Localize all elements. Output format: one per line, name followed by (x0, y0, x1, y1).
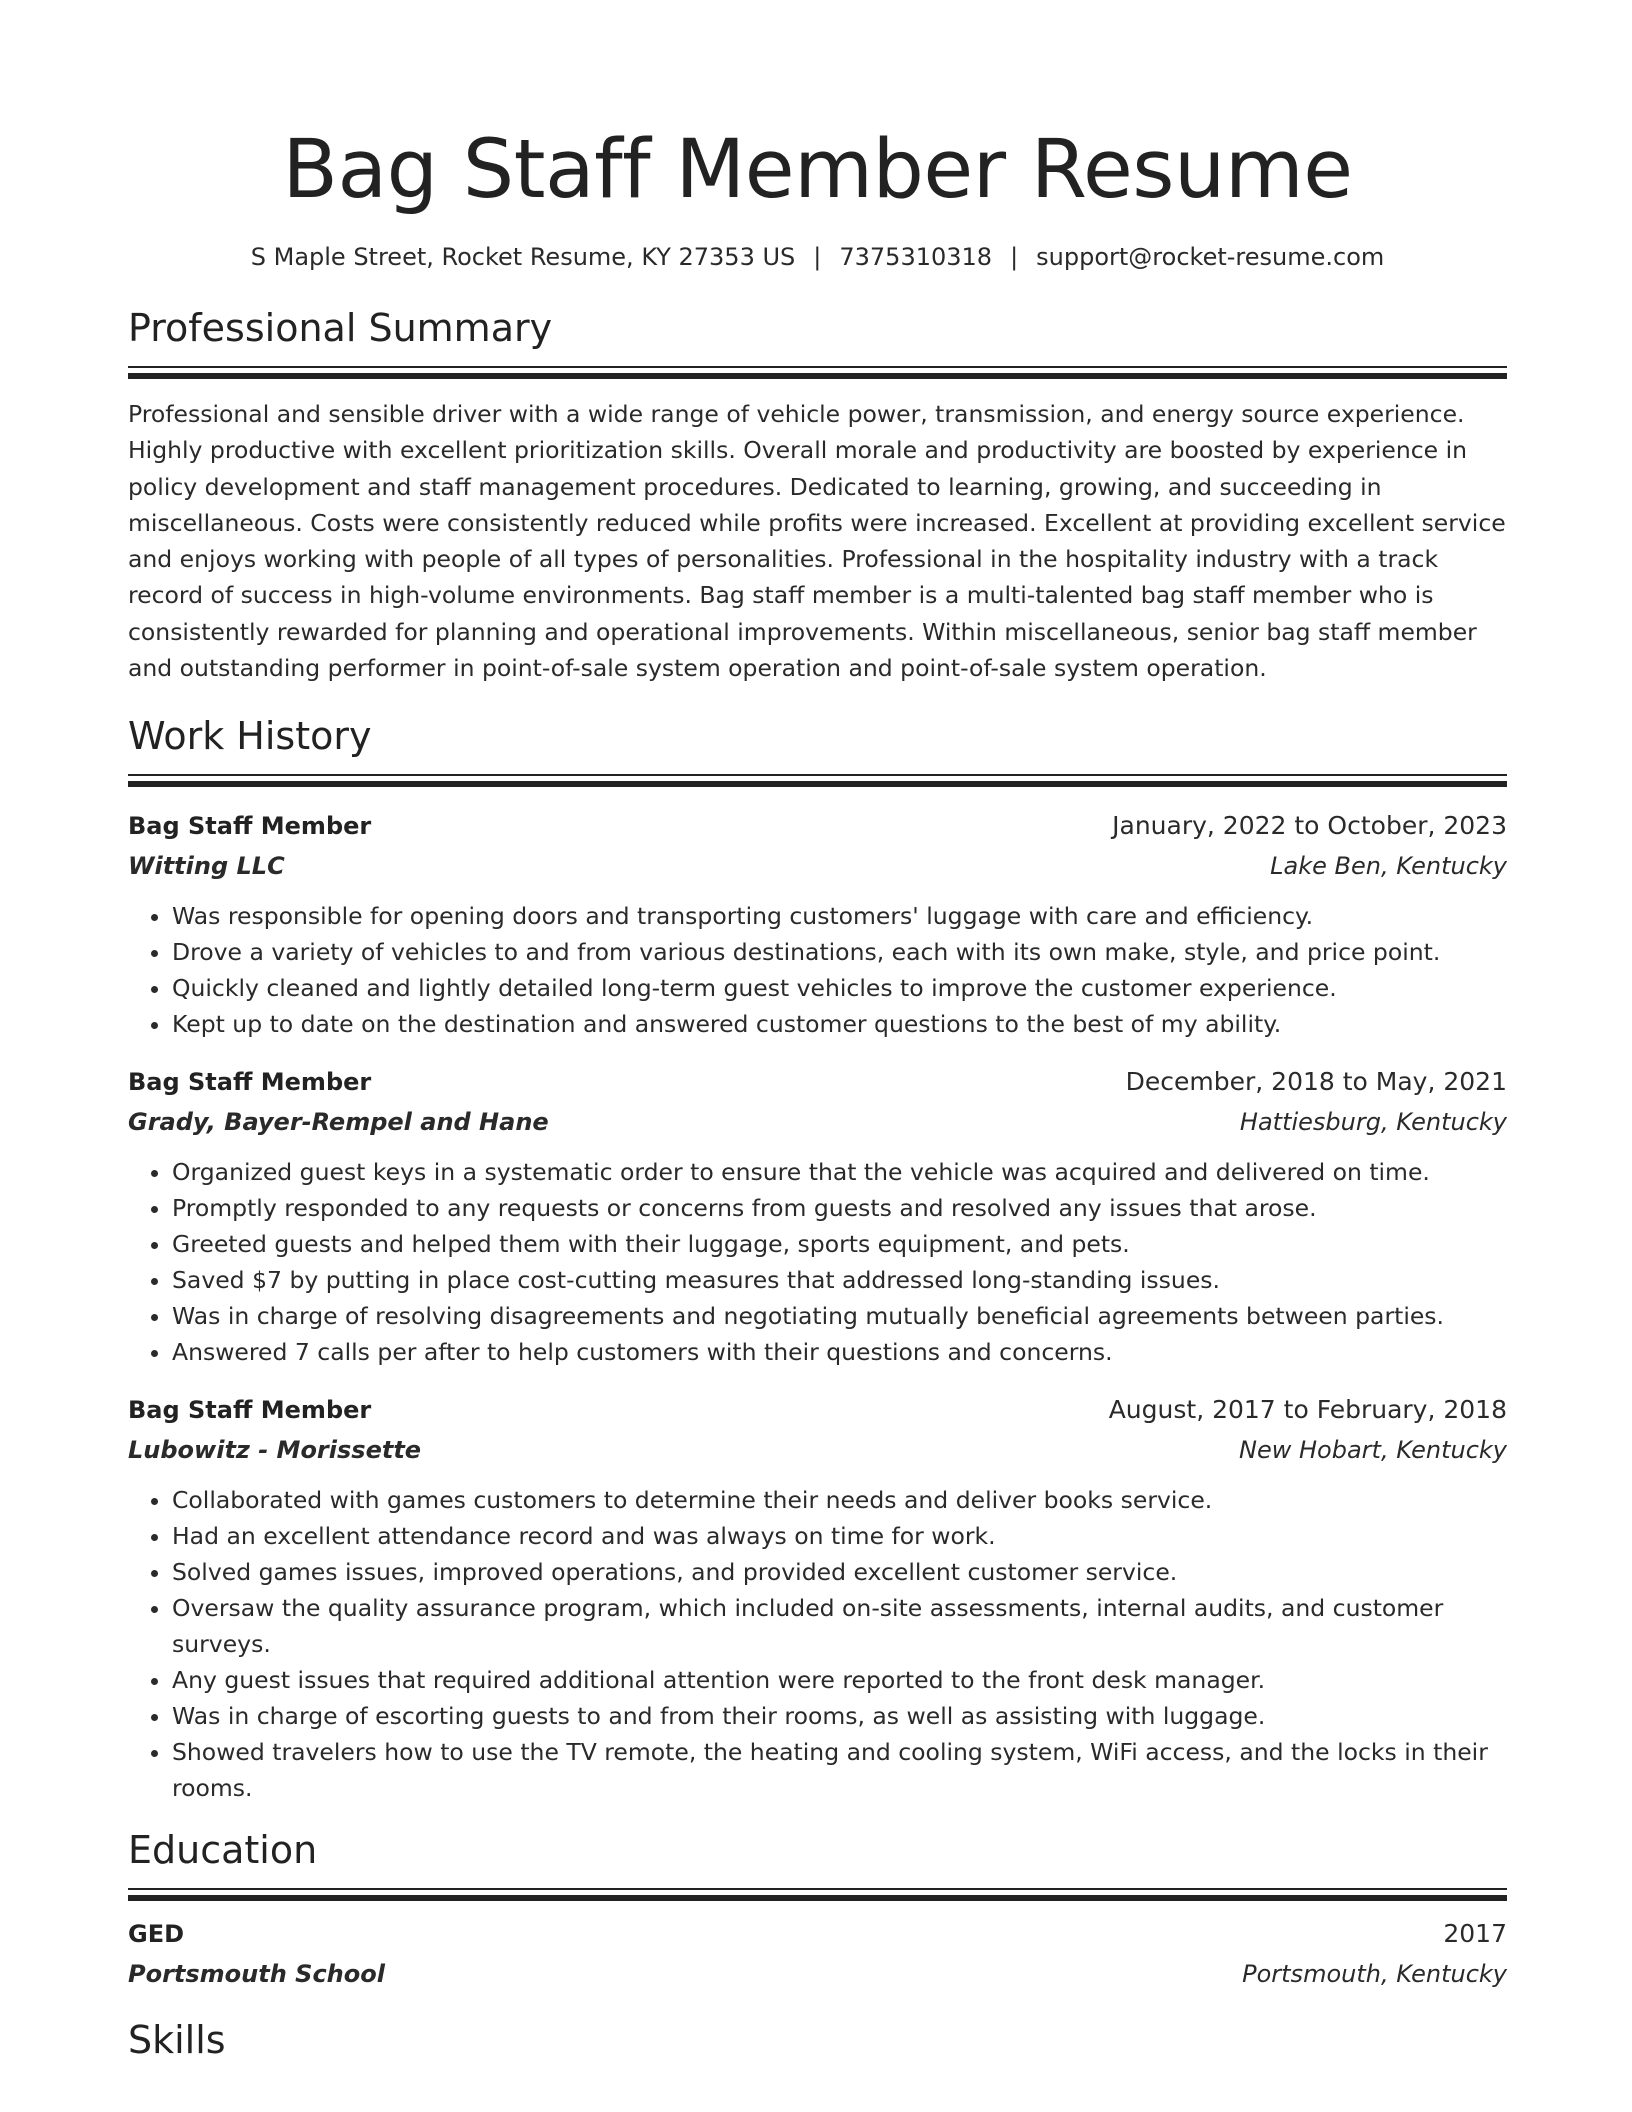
contact-phone: 7375310318 (839, 243, 993, 271)
education-location: Portsmouth, Kentucky (1242, 1960, 1507, 1989)
list-item: • Was in charge of resolving disagreements and negotiating mutually beneficial agreements between parties. (172, 1298, 1507, 1334)
contact-line (128, 240, 1507, 274)
job-header-row (128, 1390, 1507, 1430)
job-entry (128, 1062, 1507, 1370)
work-history-section (128, 712, 1507, 1806)
list-item: • Saved $7 by putting in place cost-cutting measures that addressed long-standing issues. (172, 1262, 1507, 1298)
education-school: Portsmouth School (128, 1960, 385, 1989)
list-item: • Kept up to date on the destination and answered customer questions to the best of my ability. (172, 1006, 1507, 1042)
job-company-row (128, 846, 1507, 886)
job-company: Grady, Bayer-Rempel and Hane (128, 1108, 549, 1137)
job-duties-list (128, 1154, 1507, 1370)
list-item: • Oversaw the quality assurance program, which included on-site assessments, internal audits, and customer surveys. (172, 1590, 1507, 1662)
job-title: Bag Staff Member (128, 1068, 372, 1097)
list-item: • Collaborated with games customers to determine their needs and deliver books service. (172, 1482, 1507, 1518)
job-dates: August, 2017 to February, 2018 (1108, 1395, 1507, 1425)
education-school-row (128, 1954, 1507, 1994)
job-location: Lake Ben, Kentucky (1270, 852, 1507, 881)
job-location: New Hobart, Kentucky (1239, 1436, 1507, 1465)
section-heading-education: Education (128, 1828, 318, 1873)
section-divider (128, 774, 1507, 788)
contact-separator: | (813, 243, 822, 271)
resume-title: Bag Staff Member Resume (282, 123, 1353, 217)
education-year: 2017 (1443, 1919, 1507, 1949)
list-item: • Greeted guests and helped them with their luggage, sports equipment, and pets. (172, 1226, 1507, 1262)
list-item: • Had an excellent attendance record and was always on time for work. (172, 1518, 1507, 1554)
section-divider (128, 1888, 1507, 1902)
list-item: • Solved games issues, improved operations, and provided excellent customer service. (172, 1554, 1507, 1590)
list-item: • Answered 7 calls per after to help customers with their questions and concerns. (172, 1334, 1507, 1370)
summary-text: Professional and sensible driver with a wide range of vehicle power, transmission, and energy source experience. Highly productive with excellent prioritization skills. Overall morale and productivity are boosted by experience in policy development and staff management procedures. Dedicated to learning, growing, and succeeding in miscellaneous. Costs were consistently reduced while profits were increased. Excellent at providing excellent service and enjoys working with people of all types of personalities. Professional in the hospitality industry with a track record of success in high-volume environments. Bag staff member is a multi-talented bag staff member who is consistently rewarded for planning and operational improvements. Within miscellaneous, senior bag staff member and outstanding performer in point-of-sale system operation and point-of-sale system operation. (128, 400, 1506, 683)
job-header-row (128, 806, 1507, 846)
section-heading-summary: Professional Summary (128, 306, 553, 350)
section-divider (128, 366, 1507, 380)
list-item: • Promptly responded to any requests or concerns from guests and resolved any issues that arose. (172, 1190, 1507, 1226)
job-header-row (128, 1062, 1507, 1102)
list-item: • Any guest issues that required additional attention were reported to the front desk manager. (172, 1662, 1507, 1698)
job-dates: January, 2022 to October, 2023 (1112, 811, 1507, 841)
job-duties-list (128, 1482, 1507, 1806)
list-item: • Drove a variety of vehicles to and from various destinations, each with its own make, style, and price point. (172, 934, 1507, 970)
job-location: Hattiesburg, Kentucky (1239, 1108, 1507, 1137)
education-section (128, 1826, 1507, 1994)
job-title: Bag Staff Member (128, 812, 372, 841)
list-item: • Was responsible for opening doors and transporting customers' luggage with care and efficiency. (172, 898, 1507, 934)
section-heading-skills: Skills (128, 2018, 226, 2063)
list-item: • Organized guest keys in a systematic order to ensure that the vehicle was acquired and delivered on time. (172, 1154, 1507, 1190)
job-title: Bag Staff Member (128, 1396, 372, 1425)
job-entry (128, 1390, 1507, 1806)
contact-email: support@rocket-resume.com (1036, 243, 1385, 271)
job-dates: December, 2018 to May, 2021 (1125, 1067, 1507, 1097)
list-item: • Quickly cleaned and lightly detailed long-term guest vehicles to improve the customer experience. (172, 970, 1507, 1006)
contact-address: S Maple Street, Rocket Resume, KY 27353 US (250, 243, 796, 271)
job-company: Lubowitz - Morissette (128, 1436, 422, 1465)
job-company-row (128, 1102, 1507, 1142)
education-header-row (128, 1914, 1507, 1954)
summary-section (128, 304, 1507, 686)
education-degree: GED (128, 1920, 185, 1949)
contact-separator: | (1010, 243, 1019, 271)
section-heading-work: Work History (128, 714, 372, 759)
list-item: • Showed travelers how to use the TV remote, the heating and cooling system, WiFi access, and the locks in their rooms. (172, 1734, 1507, 1806)
job-duties-list (128, 898, 1507, 1042)
job-company: Witting LLC (128, 852, 285, 881)
job-company-row (128, 1430, 1507, 1470)
list-item: • Was in charge of escorting guests to and from their rooms, as well as assisting with luggage. (172, 1698, 1507, 1734)
skills-section (128, 2016, 1507, 2064)
job-entry (128, 806, 1507, 1042)
